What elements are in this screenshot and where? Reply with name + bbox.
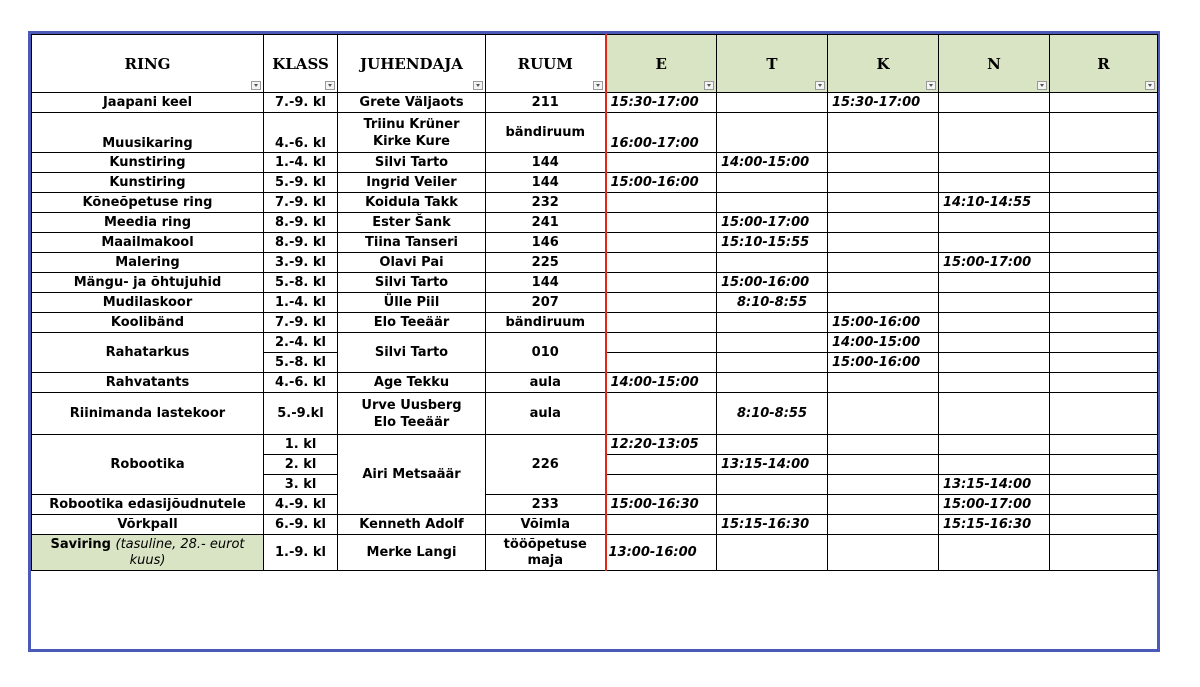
cell-e[interactable]: 15:30-17:00 bbox=[606, 93, 717, 113]
cell-klass[interactable]: 4.-9. kl bbox=[264, 495, 338, 515]
cell-ring[interactable] bbox=[32, 535, 264, 571]
cell-t[interactable] bbox=[717, 373, 828, 393]
cell-t[interactable]: 13:15-14:00 bbox=[717, 455, 828, 475]
cell-t[interactable]: 14:00-15:00 bbox=[717, 153, 828, 173]
filter-dropdown-icon[interactable] bbox=[815, 81, 825, 90]
cell-k[interactable] bbox=[828, 535, 939, 571]
cell-klass[interactable]: 1. kl bbox=[264, 435, 338, 455]
cell-juhendaja[interactable]: Koidula Takk bbox=[338, 193, 486, 213]
cell-r[interactable] bbox=[1050, 293, 1158, 313]
cell-ruum[interactable]: bändiruum bbox=[486, 313, 606, 333]
cell-ruum[interactable]: 207 bbox=[486, 293, 606, 313]
header-row bbox=[32, 35, 1158, 93]
cell-t[interactable] bbox=[717, 333, 828, 353]
cell-t[interactable]: 15:10-15:55 bbox=[717, 233, 828, 253]
cell-k[interactable] bbox=[828, 253, 939, 273]
cell-klass[interactable]: 1.-4. kl bbox=[264, 153, 338, 173]
cell-k[interactable] bbox=[828, 173, 939, 193]
cell-k[interactable] bbox=[828, 393, 939, 435]
cell-e[interactable] bbox=[606, 515, 717, 535]
cell-e[interactable] bbox=[606, 455, 717, 475]
cell-t[interactable] bbox=[717, 93, 828, 113]
cell-ring[interactable]: Muusikaring bbox=[32, 113, 264, 153]
cell-r[interactable] bbox=[1050, 455, 1158, 475]
table-row bbox=[32, 515, 1158, 535]
cell-e[interactable] bbox=[606, 233, 717, 253]
table-row bbox=[32, 253, 1158, 273]
cell-t[interactable] bbox=[717, 173, 828, 193]
cell-klass[interactable]: 1.-9. kl bbox=[264, 535, 338, 571]
table-row bbox=[32, 93, 1158, 113]
cell-n[interactable] bbox=[939, 353, 1050, 373]
cell-t[interactable] bbox=[717, 495, 828, 515]
cell-klass[interactable]: 3. kl bbox=[264, 475, 338, 495]
cell-klass[interactable]: 7.-9. kl bbox=[264, 193, 338, 213]
cell-t[interactable] bbox=[717, 535, 828, 571]
cell-klass[interactable]: 2. kl bbox=[264, 455, 338, 475]
cell-n[interactable]: 14:10-14:55 bbox=[939, 193, 1050, 213]
cell-r[interactable] bbox=[1050, 495, 1158, 515]
header-r: R bbox=[1050, 35, 1158, 93]
cell-juhendaja[interactable] bbox=[338, 113, 486, 153]
header-klass: KLASS bbox=[264, 35, 338, 93]
cell-ruum[interactable]: bändiruum bbox=[486, 113, 606, 153]
cell-klass[interactable]: 8.-9. kl bbox=[264, 213, 338, 233]
filter-dropdown-icon[interactable] bbox=[325, 81, 335, 90]
cell-n[interactable] bbox=[939, 535, 1050, 571]
cell-r[interactable] bbox=[1050, 173, 1158, 193]
cell-klass[interactable]: 1.-4. kl bbox=[264, 293, 338, 313]
ring-note: (tasuline, 28.- eurot kuus) bbox=[115, 536, 245, 568]
cell-r[interactable] bbox=[1050, 475, 1158, 495]
cell-ruum[interactable]: 211 bbox=[486, 93, 606, 113]
cell-r[interactable] bbox=[1050, 213, 1158, 233]
cell-ring[interactable]: Mudilaskoor bbox=[32, 293, 264, 313]
cell-n[interactable] bbox=[939, 173, 1050, 193]
cell-ruum[interactable]: 241 bbox=[486, 213, 606, 233]
cell-k[interactable] bbox=[828, 233, 939, 253]
cell-ring[interactable]: Kõneõpetuse ring bbox=[32, 193, 264, 213]
schedule-table bbox=[31, 34, 1158, 571]
cell-klass[interactable]: 5.-9. kl bbox=[264, 173, 338, 193]
cell-n[interactable] bbox=[939, 233, 1050, 253]
cell-ruum[interactable]: aula bbox=[486, 373, 606, 393]
cell-ring[interactable]: Võrkpall bbox=[32, 515, 264, 535]
cell-juhendaja[interactable]: Silvi Tarto bbox=[338, 333, 486, 373]
cell-juhendaja[interactable]: Silvi Tarto bbox=[338, 273, 486, 293]
cell-n[interactable] bbox=[939, 333, 1050, 353]
cell-n[interactable] bbox=[939, 293, 1050, 313]
cell-e[interactable] bbox=[606, 475, 717, 495]
header-ring: RING bbox=[32, 35, 264, 93]
table-row bbox=[32, 233, 1158, 253]
cell-k[interactable] bbox=[828, 213, 939, 233]
cell-ring[interactable]: Kunstiring bbox=[32, 153, 264, 173]
cell-e[interactable] bbox=[606, 153, 717, 173]
cell-n[interactable]: 13:15-14:00 bbox=[939, 475, 1050, 495]
cell-r[interactable] bbox=[1050, 515, 1158, 535]
cell-k[interactable] bbox=[828, 515, 939, 535]
cell-ring[interactable]: Robootika edasijõudnutele bbox=[32, 495, 264, 515]
cell-juhendaja[interactable] bbox=[338, 393, 486, 435]
cell-klass[interactable]: 4.-6. kl bbox=[264, 373, 338, 393]
cell-k[interactable]: 15:00-16:00 bbox=[828, 313, 939, 333]
cell-k[interactable] bbox=[828, 373, 939, 393]
cell-n[interactable] bbox=[939, 93, 1050, 113]
cell-t[interactable]: 15:00-16:00 bbox=[717, 273, 828, 293]
table-row bbox=[32, 535, 1158, 571]
cell-e[interactable] bbox=[606, 193, 717, 213]
cell-n[interactable] bbox=[939, 435, 1050, 455]
cell-r[interactable] bbox=[1050, 153, 1158, 173]
cell-n[interactable]: 15:00-17:00 bbox=[939, 253, 1050, 273]
cell-k[interactable]: 14:00-15:00 bbox=[828, 333, 939, 353]
cell-k[interactable] bbox=[828, 273, 939, 293]
cell-n[interactable] bbox=[939, 273, 1050, 293]
cell-t[interactable]: 15:15-16:30 bbox=[717, 515, 828, 535]
filter-dropdown-icon[interactable] bbox=[704, 81, 714, 90]
cell-r[interactable] bbox=[1050, 373, 1158, 393]
table-row bbox=[32, 193, 1158, 213]
table-row bbox=[32, 313, 1158, 333]
table-row bbox=[32, 273, 1158, 293]
cell-n[interactable]: 15:00-17:00 bbox=[939, 495, 1050, 515]
cell-ring[interactable]: Kunstiring bbox=[32, 173, 264, 193]
cell-juhendaja[interactable]: Ülle Piil bbox=[338, 293, 486, 313]
cell-t[interactable]: 15:00-17:00 bbox=[717, 213, 828, 233]
cell-k[interactable] bbox=[828, 153, 939, 173]
cell-r[interactable] bbox=[1050, 535, 1158, 571]
cell-ring[interactable]: Robootika bbox=[32, 435, 264, 495]
cell-r[interactable] bbox=[1050, 253, 1158, 273]
cell-ruum[interactable]: 144 bbox=[486, 173, 606, 193]
cell-r[interactable] bbox=[1050, 393, 1158, 435]
cell-k[interactable]: 15:00-16:00 bbox=[828, 353, 939, 373]
cell-juhendaja[interactable]: Grete Väljaots bbox=[338, 93, 486, 113]
cell-r[interactable] bbox=[1050, 93, 1158, 113]
cell-t[interactable] bbox=[717, 435, 828, 455]
cell-ruum[interactable]: 226 bbox=[486, 435, 606, 495]
cell-ring[interactable]: Meedia ring bbox=[32, 213, 264, 233]
cell-e[interactable] bbox=[606, 293, 717, 313]
cell-ruum[interactable]: 144 bbox=[486, 153, 606, 173]
cell-e[interactable] bbox=[606, 213, 717, 233]
cell-e[interactable] bbox=[606, 393, 717, 435]
cell-k[interactable]: 15:30-17:00 bbox=[828, 93, 939, 113]
cell-e[interactable] bbox=[606, 333, 717, 353]
cell-r[interactable] bbox=[1050, 313, 1158, 333]
cell-ring[interactable]: Jaapani keel bbox=[32, 93, 264, 113]
table-row bbox=[32, 495, 1158, 515]
cell-n[interactable] bbox=[939, 213, 1050, 233]
cell-k[interactable] bbox=[828, 435, 939, 455]
cell-n[interactable]: 15:15-16:30 bbox=[939, 515, 1050, 535]
table-row bbox=[32, 393, 1158, 435]
cell-klass[interactable]: 5.-8. kl bbox=[264, 353, 338, 373]
cell-n[interactable] bbox=[939, 455, 1050, 475]
cell-ring[interactable]: Riinimanda lastekoor bbox=[32, 393, 264, 435]
cell-ruum[interactable]: 225 bbox=[486, 253, 606, 273]
table-row bbox=[32, 153, 1158, 173]
cell-e[interactable]: 16:00-17:00 bbox=[606, 113, 717, 153]
cell-juhendaja[interactable]: Ingrid Veiler bbox=[338, 173, 486, 193]
cell-e[interactable] bbox=[606, 353, 717, 373]
cell-e[interactable]: 14:00-15:00 bbox=[606, 373, 717, 393]
cell-klass[interactable]: 5.-8. kl bbox=[264, 273, 338, 293]
cell-juhendaja[interactable]: Kenneth Adolf bbox=[338, 515, 486, 535]
cell-juhendaja[interactable]: Olavi Pai bbox=[338, 253, 486, 273]
cell-ring[interactable]: Malering bbox=[32, 253, 264, 273]
filter-dropdown-icon[interactable] bbox=[593, 81, 603, 90]
cell-ruum[interactable]: 232 bbox=[486, 193, 606, 213]
cell-ruum[interactable]: 010 bbox=[486, 333, 606, 373]
filter-dropdown-icon[interactable] bbox=[1037, 81, 1047, 90]
cell-ruum[interactable]: aula bbox=[486, 393, 606, 435]
cell-n[interactable] bbox=[939, 113, 1050, 153]
cell-k[interactable] bbox=[828, 193, 939, 213]
cell-klass[interactable]: 2.-4. kl bbox=[264, 333, 338, 353]
cell-e[interactable] bbox=[606, 273, 717, 293]
cell-e[interactable] bbox=[606, 253, 717, 273]
cell-juhendaja[interactable]: Merke Langi bbox=[338, 535, 486, 571]
cell-t[interactable] bbox=[717, 313, 828, 333]
cell-ring[interactable]: Rahvatants bbox=[32, 373, 264, 393]
cell-n[interactable] bbox=[939, 313, 1050, 333]
cell-t[interactable]: 8:10-8:55 bbox=[717, 293, 828, 313]
cell-klass[interactable]: 4.-6. kl bbox=[264, 113, 338, 153]
cell-juhendaja[interactable]: Ester Šank bbox=[338, 213, 486, 233]
table-row bbox=[32, 113, 1158, 153]
cell-t[interactable] bbox=[717, 475, 828, 495]
cell-r[interactable] bbox=[1050, 435, 1158, 455]
ring-name: Saviring bbox=[50, 536, 111, 552]
cell-r[interactable] bbox=[1050, 353, 1158, 373]
header-e: E bbox=[606, 35, 717, 93]
cell-ring[interactable]: Rahatarkus bbox=[32, 333, 264, 373]
cell-r[interactable] bbox=[1050, 233, 1158, 253]
cell-ruum[interactable]: 144 bbox=[486, 273, 606, 293]
cell-k[interactable] bbox=[828, 495, 939, 515]
cell-klass[interactable]: 7.-9. kl bbox=[264, 93, 338, 113]
table-row bbox=[32, 333, 1158, 353]
cell-e[interactable]: 13:00-16:00 bbox=[606, 535, 717, 571]
cell-e[interactable] bbox=[606, 313, 717, 333]
cell-ring[interactable]: Mängu- ja õhtujuhid bbox=[32, 273, 264, 293]
schedule-sheet bbox=[28, 31, 1160, 652]
cell-klass[interactable]: 6.-9. kl bbox=[264, 515, 338, 535]
cell-klass[interactable]: 8.-9. kl bbox=[264, 233, 338, 253]
cell-e[interactable]: 15:00-16:30 bbox=[606, 495, 717, 515]
cell-k[interactable] bbox=[828, 293, 939, 313]
cell-ring[interactable]: Maailmakool bbox=[32, 233, 264, 253]
cell-r[interactable] bbox=[1050, 333, 1158, 353]
cell-k[interactable] bbox=[828, 113, 939, 153]
filter-dropdown-icon[interactable] bbox=[1145, 81, 1155, 90]
juhendaja-line: Elo Teeäär bbox=[373, 414, 450, 430]
cell-n[interactable] bbox=[939, 373, 1050, 393]
juhendaja-line: Triinu Krüner bbox=[363, 116, 460, 132]
cell-ring[interactable]: Koolibänd bbox=[32, 313, 264, 333]
header-ruum: RUUM bbox=[486, 35, 606, 93]
header-juhendaja: JUHENDAJA bbox=[338, 35, 486, 93]
cell-juhendaja[interactable]: Tiina Tanseri bbox=[338, 233, 486, 253]
cell-k[interactable] bbox=[828, 475, 939, 495]
table-row bbox=[32, 435, 1158, 455]
cell-ruum[interactable]: 233 bbox=[486, 495, 606, 515]
cell-t[interactable] bbox=[717, 193, 828, 213]
cell-klass[interactable]: 5.-9.kl bbox=[264, 393, 338, 435]
filter-dropdown-icon[interactable] bbox=[926, 81, 936, 90]
filter-dropdown-icon[interactable] bbox=[251, 81, 261, 90]
table-row bbox=[32, 293, 1158, 313]
juhendaja-line: Kirke Kure bbox=[373, 133, 450, 149]
table-row bbox=[32, 213, 1158, 233]
cell-ruum[interactable]: Võimla bbox=[486, 515, 606, 535]
cell-juhendaja[interactable]: Elo Teeäär bbox=[338, 313, 486, 333]
cell-e[interactable]: 12:20-13:05 bbox=[606, 435, 717, 455]
cell-juhendaja[interactable]: Airi Metsaäär bbox=[338, 435, 486, 515]
header-n: N bbox=[939, 35, 1050, 93]
juhendaja-line: Urve Uusberg bbox=[361, 397, 462, 413]
header-t: T bbox=[717, 35, 828, 93]
cell-klass[interactable]: 7.-9. kl bbox=[264, 313, 338, 333]
cell-juhendaja[interactable]: Silvi Tarto bbox=[338, 153, 486, 173]
cell-r[interactable] bbox=[1050, 113, 1158, 153]
table-row bbox=[32, 173, 1158, 193]
cell-e[interactable]: 15:00-16:00 bbox=[606, 173, 717, 193]
cell-t[interactable] bbox=[717, 113, 828, 153]
filter-dropdown-icon[interactable] bbox=[473, 81, 483, 90]
cell-n[interactable] bbox=[939, 393, 1050, 435]
cell-juhendaja[interactable]: Age Tekku bbox=[338, 373, 486, 393]
cell-r[interactable] bbox=[1050, 193, 1158, 213]
cell-ruum[interactable]: tööõpetuse maja bbox=[486, 535, 606, 571]
cell-r[interactable] bbox=[1050, 273, 1158, 293]
cell-ruum[interactable]: 146 bbox=[486, 233, 606, 253]
cell-n[interactable] bbox=[939, 153, 1050, 173]
cell-k[interactable] bbox=[828, 455, 939, 475]
cell-t[interactable] bbox=[717, 253, 828, 273]
header-k: K bbox=[828, 35, 939, 93]
cell-klass[interactable]: 3.-9. kl bbox=[264, 253, 338, 273]
table-row bbox=[32, 373, 1158, 393]
cell-t[interactable] bbox=[717, 353, 828, 373]
cell-t[interactable]: 8:10-8:55 bbox=[717, 393, 828, 435]
